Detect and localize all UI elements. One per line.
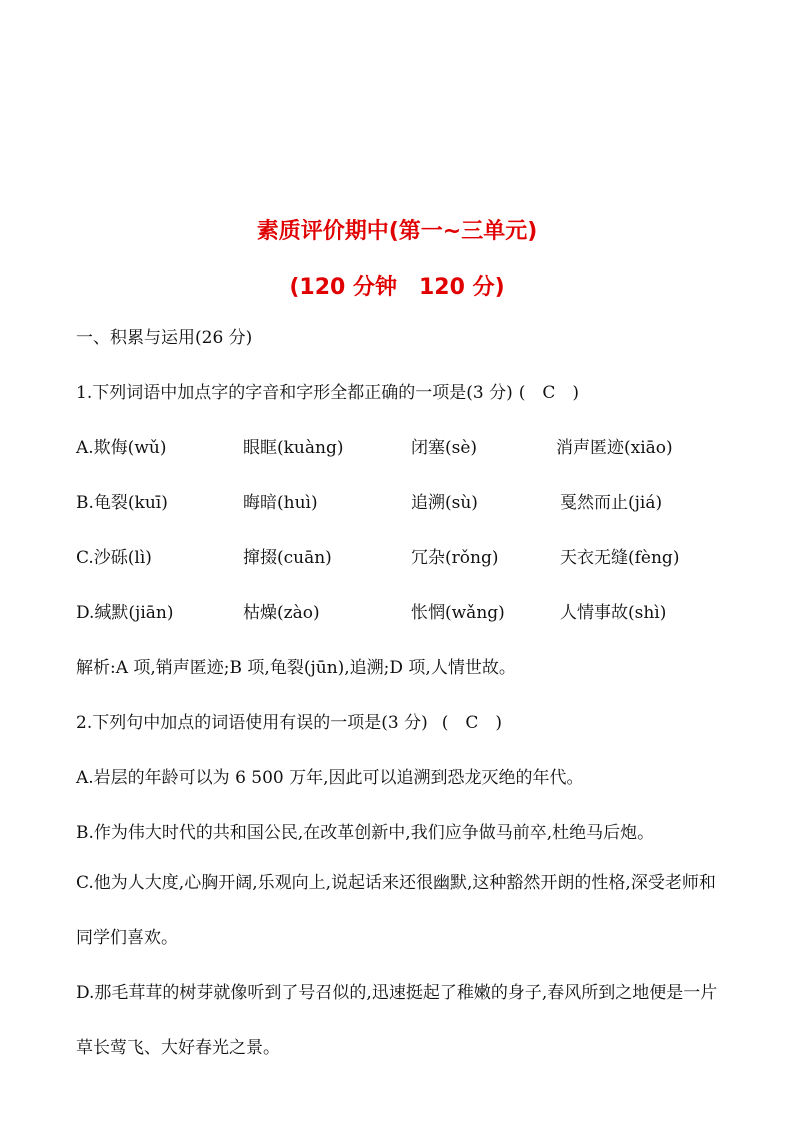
q1-option-b-4: 戛然而止(jiá) (560, 493, 663, 513)
question-2-answer: ( C ) (441, 713, 502, 733)
document-subtitle: (120 分钟 120 分) (289, 275, 505, 300)
q1-option-c-2: 撺掇(cuān) (243, 548, 332, 568)
q1-option-c-3: 冗杂(rǒng) (411, 548, 499, 568)
q1-option-a-1: A.欺侮(wǔ) (76, 438, 167, 458)
question-1-stem (76, 382, 579, 404)
q1-option-d-1: D.缄默(jiān) (76, 603, 174, 623)
q1-option-b-3: 追溯(sù) (411, 493, 478, 513)
q1-option-d-2: 枯燥(zào) (243, 603, 320, 623)
question-1-answer: ( C ) (518, 383, 579, 403)
q2-option-a: A.岩层的年龄可以为 6 500 万年,因此可以追溯到恐龙灭绝的年代。 (76, 768, 584, 788)
q2-option-d: D.那毛茸茸的树芽就像听到了号召似的,迅速挺起了稚嫩的身子,春风所到之地便是一片草长莺飞、大好春光之景。 (76, 983, 718, 1058)
q1-option-a-3: 闭塞(sè) (411, 438, 478, 458)
q1-option-a-2: 眼眶(kuàng) (243, 438, 344, 458)
question-2-stem (76, 712, 502, 734)
question-2-text: 2.下列句中加点的词语使用有误的一项是(3 分) (76, 713, 428, 733)
q1-option-c-1: C.沙砾(lì) (76, 548, 152, 568)
question-1-text: 1.下列词语中加点字的字音和字形全都正确的一项是(3 分) (76, 383, 513, 403)
document-title: 素质评价期中(第一~三单元) (256, 219, 538, 244)
q2-option-c: C.他为人大度,心胸开阔,乐观向上,说起话来还很幽默,这种豁然开朗的性格,深受老师和同学们喜欢。 (76, 873, 716, 948)
q1-option-b-1: B.龟裂(kuī) (76, 493, 168, 513)
q2-option-b: B.作为伟大时代的共和国公民,在改革创新中,我们应争做马前卒,杜绝马后炮。 (76, 823, 655, 843)
q1-option-a-4: 消声匿迹(xiāo) (556, 438, 673, 458)
question-1-analysis: 解析:A 项,销声匿迹;B 项,龟裂(jūn),追溯;D 项,人情世故。 (76, 658, 516, 678)
q1-option-b-2: 晦暗(huì) (243, 493, 318, 513)
section-heading: 一、积累与运用(26 分) (76, 328, 253, 348)
q1-option-d-3: 怅惘(wǎng) (411, 603, 505, 623)
q1-option-c-4: 天衣无缝(fèng) (560, 548, 680, 568)
q1-option-d-4: 人情事故(shì) (560, 603, 667, 623)
